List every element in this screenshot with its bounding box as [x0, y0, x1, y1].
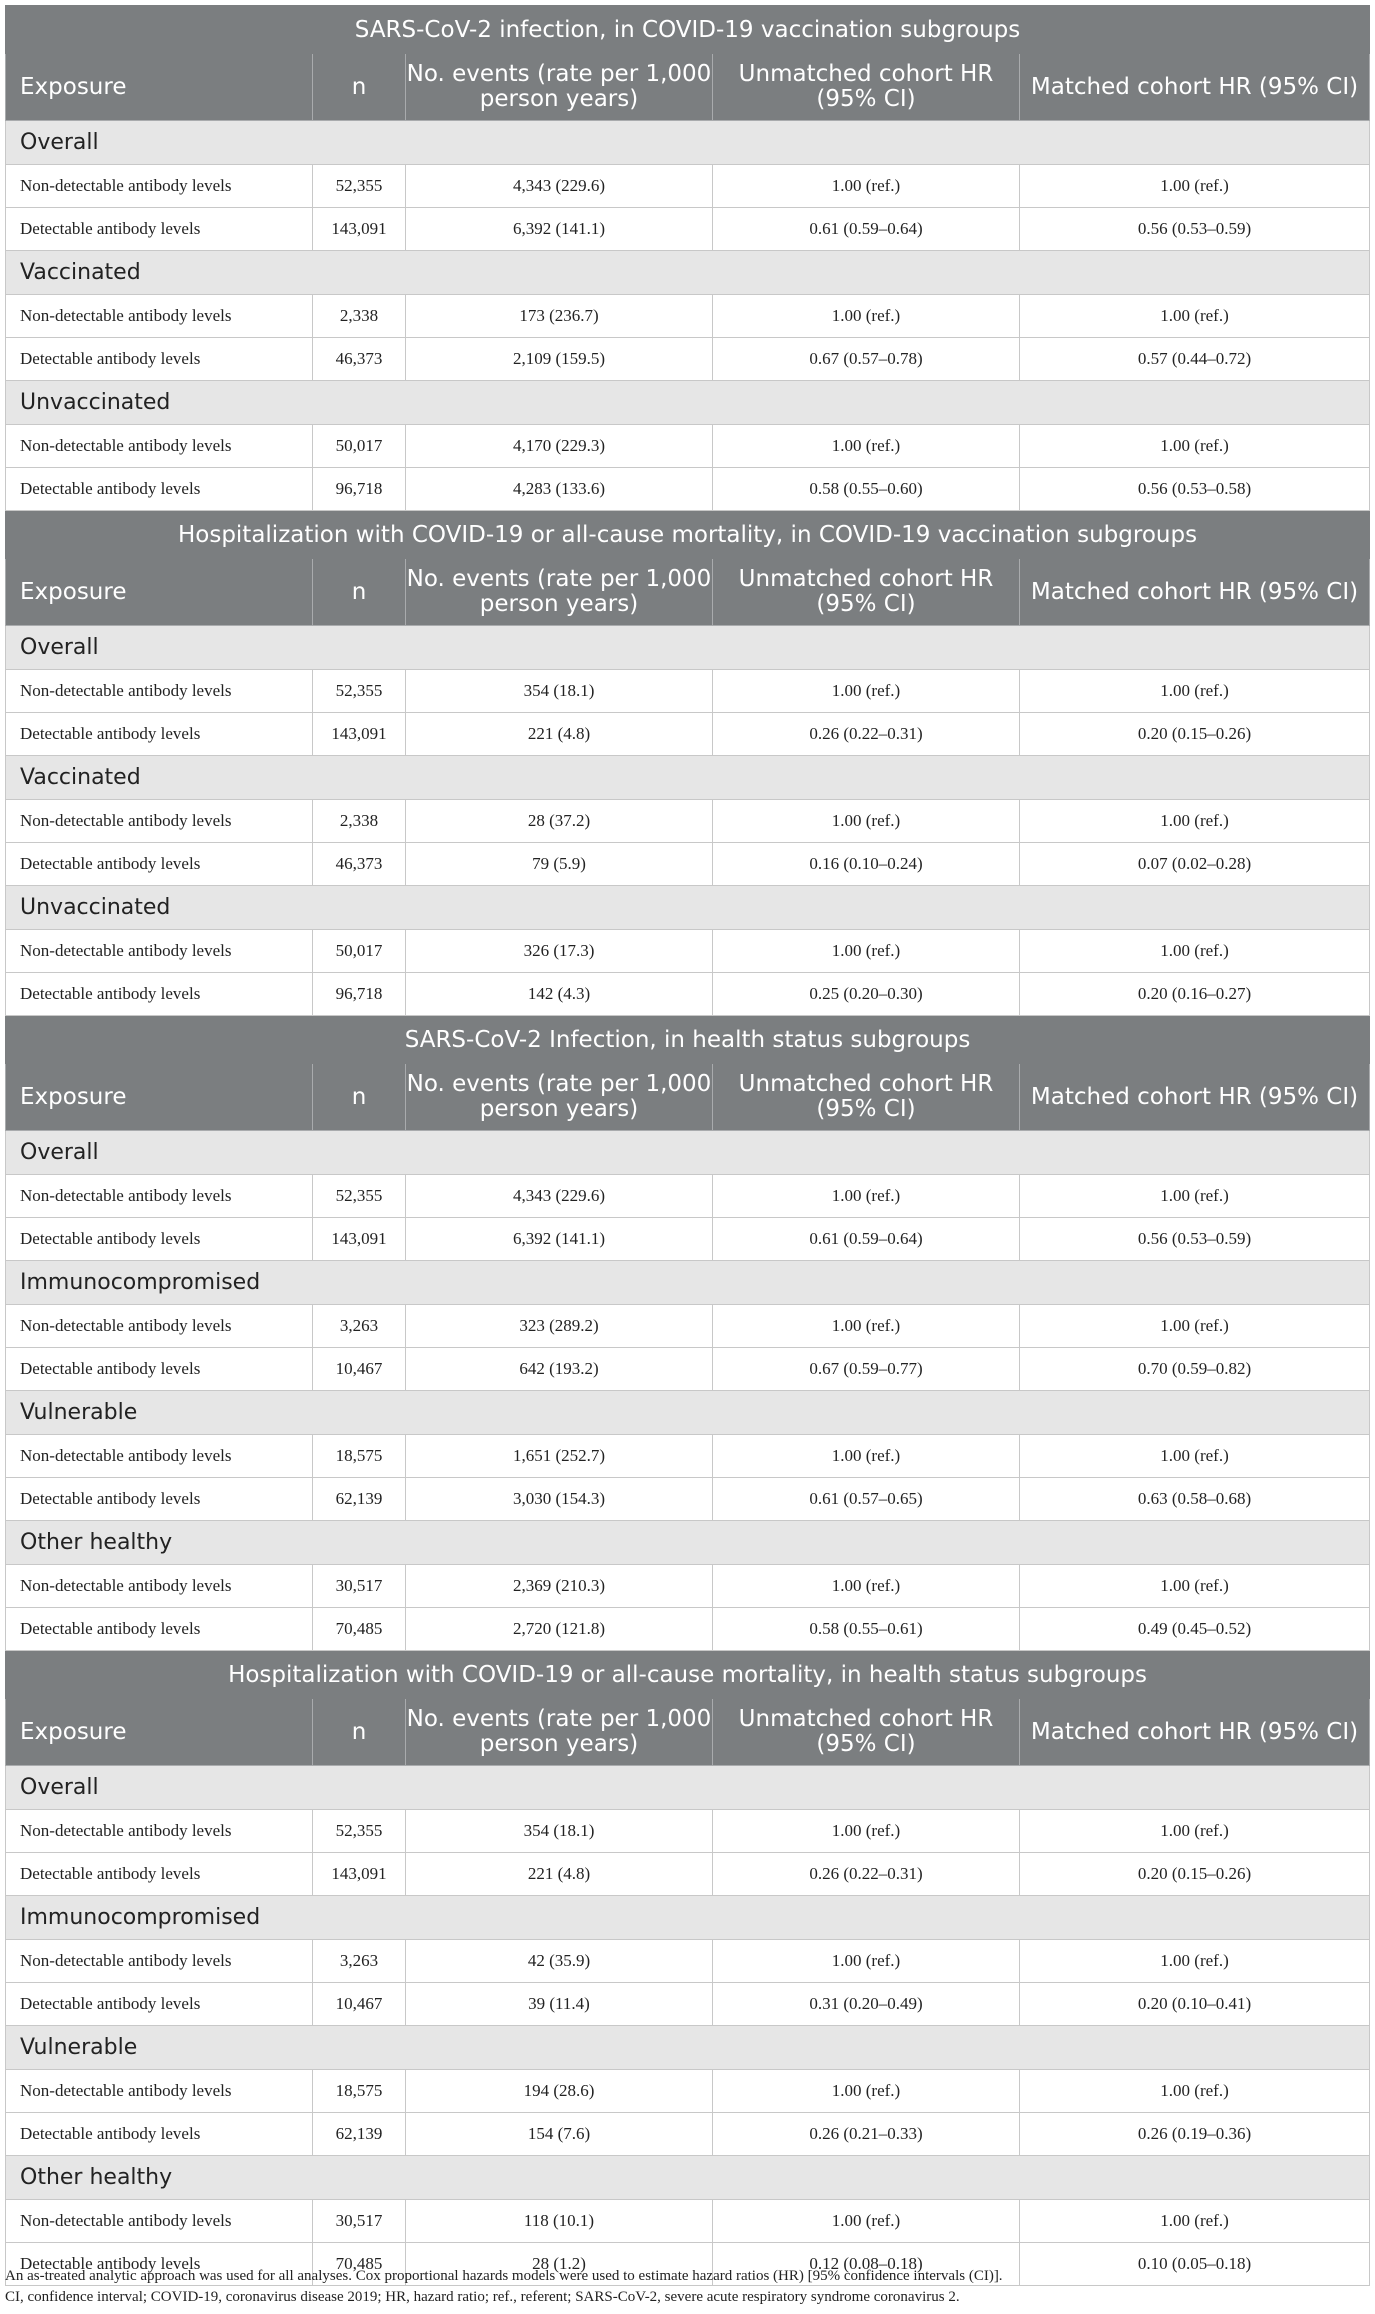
- events-cell: 6,392 (141.1): [406, 208, 713, 251]
- unmatched-hr-cell: 0.26 (0.22–0.31): [713, 713, 1020, 756]
- n-cell: 50,017: [313, 425, 406, 468]
- table-row: [6, 425, 1370, 468]
- results-table-container: [5, 5, 1369, 2286]
- n-cell: 52,355: [313, 1175, 406, 1218]
- exposure-cell: Detectable antibody levels: [6, 713, 313, 756]
- n-cell: 50,017: [313, 930, 406, 973]
- subgroup-label: Other healthy: [6, 1521, 1370, 1565]
- subgroup-label: Other healthy: [6, 2156, 1370, 2200]
- table-row: [6, 1348, 1370, 1391]
- exposure-cell: Detectable antibody levels: [6, 973, 313, 1016]
- events-cell: 39 (11.4): [406, 1983, 713, 2026]
- table-row: [6, 973, 1370, 1016]
- header-matched-hr: Matched cohort HR (95% CI): [1020, 1064, 1370, 1131]
- header-exposure: Exposure: [6, 54, 313, 121]
- n-cell: 30,517: [313, 1565, 406, 1608]
- subgroup-row: [6, 1521, 1370, 1565]
- n-cell: 62,139: [313, 1478, 406, 1521]
- matched-hr-cell: 0.56 (0.53–0.59): [1020, 208, 1370, 251]
- header-n: n: [313, 1699, 406, 1766]
- unmatched-hr-cell: 1.00 (ref.): [713, 2200, 1020, 2243]
- matched-hr-cell: 1.00 (ref.): [1020, 1305, 1370, 1348]
- matched-hr-cell: 1.00 (ref.): [1020, 1175, 1370, 1218]
- results-table: [5, 5, 1370, 2286]
- n-cell: 10,467: [313, 1348, 406, 1391]
- unmatched-hr-cell: 0.16 (0.10–0.24): [713, 843, 1020, 886]
- n-cell: 30,517: [313, 2200, 406, 2243]
- n-cell: 18,575: [313, 1435, 406, 1478]
- matched-hr-cell: 1.00 (ref.): [1020, 2200, 1370, 2243]
- header-unmatched-hr: Unmatched cohort HR (95% CI): [713, 559, 1020, 626]
- exposure-cell: Non-detectable antibody levels: [6, 1305, 313, 1348]
- column-header-row: [6, 559, 1370, 626]
- table-footnotes: [5, 2266, 1369, 2308]
- subgroup-row: [6, 1391, 1370, 1435]
- exposure-cell: Non-detectable antibody levels: [6, 165, 313, 208]
- n-cell: 46,373: [313, 338, 406, 381]
- matched-hr-cell: 1.00 (ref.): [1020, 930, 1370, 973]
- matched-hr-cell: 0.10 (0.05–0.18): [1020, 2243, 1370, 2286]
- section-title-row: [6, 511, 1370, 559]
- matched-hr-cell: 1.00 (ref.): [1020, 1810, 1370, 1853]
- exposure-cell: Non-detectable antibody levels: [6, 2070, 313, 2113]
- events-cell: 221 (4.8): [406, 713, 713, 756]
- unmatched-hr-cell: 0.67 (0.57–0.78): [713, 338, 1020, 381]
- exposure-cell: Detectable antibody levels: [6, 843, 313, 886]
- table-row: [6, 208, 1370, 251]
- unmatched-hr-cell: 0.67 (0.59–0.77): [713, 1348, 1020, 1391]
- subgroup-label: Vaccinated: [6, 756, 1370, 800]
- header-matched-hr: Matched cohort HR (95% CI): [1020, 559, 1370, 626]
- events-cell: 28 (37.2): [406, 800, 713, 843]
- exposure-cell: Detectable antibody levels: [6, 2243, 313, 2286]
- header-exposure: Exposure: [6, 559, 313, 626]
- subgroup-label: Overall: [6, 1131, 1370, 1175]
- unmatched-hr-cell: 1.00 (ref.): [713, 295, 1020, 338]
- exposure-cell: Detectable antibody levels: [6, 338, 313, 381]
- unmatched-hr-cell: 1.00 (ref.): [713, 1305, 1020, 1348]
- table-row: [6, 1983, 1370, 2026]
- column-header-row: [6, 1699, 1370, 1766]
- section-title-row: [6, 1016, 1370, 1064]
- events-cell: 173 (236.7): [406, 295, 713, 338]
- n-cell: 143,091: [313, 208, 406, 251]
- subgroup-label: Unvaccinated: [6, 381, 1370, 425]
- header-unmatched-hr: Unmatched cohort HR (95% CI): [713, 54, 1020, 121]
- subgroup-label: Overall: [6, 626, 1370, 670]
- subgroup-row: [6, 1896, 1370, 1940]
- header-exposure: Exposure: [6, 1064, 313, 1131]
- events-cell: 194 (28.6): [406, 2070, 713, 2113]
- header-exposure: Exposure: [6, 1699, 313, 1766]
- unmatched-hr-cell: 1.00 (ref.): [713, 1810, 1020, 1853]
- table-row: [6, 843, 1370, 886]
- unmatched-hr-cell: 1.00 (ref.): [713, 800, 1020, 843]
- events-cell: 142 (4.3): [406, 973, 713, 1016]
- events-cell: 323 (289.2): [406, 1305, 713, 1348]
- n-cell: 18,575: [313, 2070, 406, 2113]
- header-events: No. events (rate per 1,000 person years): [406, 1064, 713, 1131]
- n-cell: 46,373: [313, 843, 406, 886]
- matched-hr-cell: 0.63 (0.58–0.68): [1020, 1478, 1370, 1521]
- matched-hr-cell: 1.00 (ref.): [1020, 670, 1370, 713]
- section-title: SARS-CoV-2 infection, in COVID-19 vaccination subgroups: [6, 6, 1370, 54]
- matched-hr-cell: 1.00 (ref.): [1020, 2070, 1370, 2113]
- unmatched-hr-cell: 0.58 (0.55–0.60): [713, 468, 1020, 511]
- events-cell: 154 (7.6): [406, 2113, 713, 2156]
- table-row: [6, 1853, 1370, 1896]
- n-cell: 70,485: [313, 2243, 406, 2286]
- section-title: Hospitalization with COVID-19 or all-cause mortality, in COVID-19 vaccination subgroups: [6, 511, 1370, 559]
- subgroup-row: [6, 886, 1370, 930]
- matched-hr-cell: 1.00 (ref.): [1020, 1435, 1370, 1478]
- exposure-cell: Detectable antibody levels: [6, 2113, 313, 2156]
- unmatched-hr-cell: 1.00 (ref.): [713, 1175, 1020, 1218]
- column-header-row: [6, 1064, 1370, 1131]
- n-cell: 2,338: [313, 800, 406, 843]
- subgroup-row: [6, 756, 1370, 800]
- exposure-cell: Detectable antibody levels: [6, 1218, 313, 1261]
- unmatched-hr-cell: 1.00 (ref.): [713, 1565, 1020, 1608]
- events-cell: 79 (5.9): [406, 843, 713, 886]
- header-events: No. events (rate per 1,000 person years): [406, 559, 713, 626]
- exposure-cell: Detectable antibody levels: [6, 1478, 313, 1521]
- unmatched-hr-cell: 0.31 (0.20–0.49): [713, 1983, 1020, 2026]
- table-row: [6, 930, 1370, 973]
- matched-hr-cell: 0.26 (0.19–0.36): [1020, 2113, 1370, 2156]
- matched-hr-cell: 1.00 (ref.): [1020, 295, 1370, 338]
- table-row: [6, 713, 1370, 756]
- unmatched-hr-cell: 1.00 (ref.): [713, 165, 1020, 208]
- events-cell: 354 (18.1): [406, 1810, 713, 1853]
- table-row: [6, 338, 1370, 381]
- header-n: n: [313, 54, 406, 121]
- n-cell: 143,091: [313, 1853, 406, 1896]
- table-body: [6, 6, 1370, 2286]
- table-row: [6, 165, 1370, 208]
- n-cell: 2,338: [313, 295, 406, 338]
- events-cell: 2,109 (159.5): [406, 338, 713, 381]
- subgroup-row: [6, 1131, 1370, 1175]
- n-cell: 3,263: [313, 1305, 406, 1348]
- unmatched-hr-cell: 1.00 (ref.): [713, 670, 1020, 713]
- n-cell: 10,467: [313, 1983, 406, 2026]
- exposure-cell: Non-detectable antibody levels: [6, 1940, 313, 1983]
- matched-hr-cell: 1.00 (ref.): [1020, 1565, 1370, 1608]
- events-cell: 42 (35.9): [406, 1940, 713, 1983]
- subgroup-label: Vaccinated: [6, 251, 1370, 295]
- header-n: n: [313, 559, 406, 626]
- events-cell: 2,369 (210.3): [406, 1565, 713, 1608]
- exposure-cell: Detectable antibody levels: [6, 208, 313, 251]
- events-cell: 1,651 (252.7): [406, 1435, 713, 1478]
- unmatched-hr-cell: 0.61 (0.59–0.64): [713, 1218, 1020, 1261]
- matched-hr-cell: 0.20 (0.16–0.27): [1020, 973, 1370, 1016]
- table-row: [6, 2200, 1370, 2243]
- events-cell: 3,030 (154.3): [406, 1478, 713, 1521]
- subgroup-label: Vulnerable: [6, 1391, 1370, 1435]
- exposure-cell: Non-detectable antibody levels: [6, 800, 313, 843]
- header-n: n: [313, 1064, 406, 1131]
- unmatched-hr-cell: 1.00 (ref.): [713, 425, 1020, 468]
- exposure-cell: Non-detectable antibody levels: [6, 1435, 313, 1478]
- unmatched-hr-cell: 0.26 (0.22–0.31): [713, 1853, 1020, 1896]
- exposure-cell: Non-detectable antibody levels: [6, 670, 313, 713]
- exposure-cell: Non-detectable antibody levels: [6, 2200, 313, 2243]
- exposure-cell: Detectable antibody levels: [6, 1853, 313, 1896]
- table-row: [6, 1608, 1370, 1651]
- events-cell: 4,170 (229.3): [406, 425, 713, 468]
- exposure-cell: Detectable antibody levels: [6, 1608, 313, 1651]
- subgroup-row: [6, 2156, 1370, 2200]
- unmatched-hr-cell: 1.00 (ref.): [713, 1940, 1020, 1983]
- subgroup-label: Unvaccinated: [6, 886, 1370, 930]
- footnote-line: CI, confidence interval; COVID-19, coronavirus disease 2019; HR, hazard ratio; ref., referent; SARS-CoV-2, severe acute respiratory syndrome coronavirus 2.: [5, 2289, 960, 2305]
- table-row: [6, 2070, 1370, 2113]
- n-cell: 96,718: [313, 973, 406, 1016]
- n-cell: 143,091: [313, 713, 406, 756]
- table-row: [6, 1218, 1370, 1261]
- matched-hr-cell: 1.00 (ref.): [1020, 1940, 1370, 1983]
- exposure-cell: Non-detectable antibody levels: [6, 1810, 313, 1853]
- table-row: [6, 1565, 1370, 1608]
- header-matched-hr: Matched cohort HR (95% CI): [1020, 1699, 1370, 1766]
- n-cell: 52,355: [313, 165, 406, 208]
- header-events: No. events (rate per 1,000 person years): [406, 54, 713, 121]
- subgroup-row: [6, 626, 1370, 670]
- matched-hr-cell: 0.49 (0.45–0.52): [1020, 1608, 1370, 1651]
- column-header-row: [6, 54, 1370, 121]
- unmatched-hr-cell: 0.61 (0.59–0.64): [713, 208, 1020, 251]
- n-cell: 96,718: [313, 468, 406, 511]
- subgroup-row: [6, 1261, 1370, 1305]
- table-row: [6, 295, 1370, 338]
- n-cell: 52,355: [313, 1810, 406, 1853]
- exposure-cell: Detectable antibody levels: [6, 468, 313, 511]
- exposure-cell: Non-detectable antibody levels: [6, 1565, 313, 1608]
- subgroup-row: [6, 2026, 1370, 2070]
- exposure-cell: Non-detectable antibody levels: [6, 295, 313, 338]
- events-cell: 28 (1.2): [406, 2243, 713, 2286]
- section-title: SARS-CoV-2 Infection, in health status subgroups: [6, 1016, 1370, 1064]
- matched-hr-cell: 1.00 (ref.): [1020, 800, 1370, 843]
- table-row: [6, 670, 1370, 713]
- subgroup-label: Overall: [6, 121, 1370, 165]
- events-cell: 2,720 (121.8): [406, 1608, 713, 1651]
- unmatched-hr-cell: 0.25 (0.20–0.30): [713, 973, 1020, 1016]
- table-row: [6, 2113, 1370, 2156]
- exposure-cell: Detectable antibody levels: [6, 1348, 313, 1391]
- subgroup-row: [6, 381, 1370, 425]
- table-row: [6, 1810, 1370, 1853]
- matched-hr-cell: 0.56 (0.53–0.59): [1020, 1218, 1370, 1261]
- header-unmatched-hr: Unmatched cohort HR (95% CI): [713, 1699, 1020, 1766]
- matched-hr-cell: 0.56 (0.53–0.58): [1020, 468, 1370, 511]
- events-cell: 642 (193.2): [406, 1348, 713, 1391]
- n-cell: 143,091: [313, 1218, 406, 1261]
- header-unmatched-hr: Unmatched cohort HR (95% CI): [713, 1064, 1020, 1131]
- n-cell: 3,263: [313, 1940, 406, 1983]
- matched-hr-cell: 1.00 (ref.): [1020, 165, 1370, 208]
- table-row: [6, 1940, 1370, 1983]
- n-cell: 70,485: [313, 1608, 406, 1651]
- subgroup-row: [6, 121, 1370, 165]
- matched-hr-cell: 1.00 (ref.): [1020, 425, 1370, 468]
- events-cell: 4,343 (229.6): [406, 1175, 713, 1218]
- table-row: [6, 800, 1370, 843]
- matched-hr-cell: 0.70 (0.59–0.82): [1020, 1348, 1370, 1391]
- unmatched-hr-cell: 1.00 (ref.): [713, 930, 1020, 973]
- unmatched-hr-cell: 0.58 (0.55–0.61): [713, 1608, 1020, 1651]
- exposure-cell: Non-detectable antibody levels: [6, 425, 313, 468]
- matched-hr-cell: 0.20 (0.15–0.26): [1020, 713, 1370, 756]
- n-cell: 62,139: [313, 2113, 406, 2156]
- exposure-cell: Detectable antibody levels: [6, 1983, 313, 2026]
- exposure-cell: Non-detectable antibody levels: [6, 1175, 313, 1218]
- subgroup-row: [6, 1766, 1370, 1810]
- matched-hr-cell: 0.57 (0.44–0.72): [1020, 338, 1370, 381]
- section-title: Hospitalization with COVID-19 or all-cause mortality, in health status subgroups: [6, 1651, 1370, 1699]
- n-cell: 52,355: [313, 670, 406, 713]
- matched-hr-cell: 0.20 (0.10–0.41): [1020, 1983, 1370, 2026]
- table-row: [6, 1435, 1370, 1478]
- table-row: [6, 468, 1370, 511]
- unmatched-hr-cell: 0.26 (0.21–0.33): [713, 2113, 1020, 2156]
- table-row: [6, 1175, 1370, 1218]
- exposure-cell: Non-detectable antibody levels: [6, 930, 313, 973]
- events-cell: 6,392 (141.1): [406, 1218, 713, 1261]
- subgroup-label: Immunocompromised: [6, 1261, 1370, 1305]
- subgroup-row: [6, 251, 1370, 295]
- header-matched-hr: Matched cohort HR (95% CI): [1020, 54, 1370, 121]
- unmatched-hr-cell: 0.12 (0.08–0.18): [713, 2243, 1020, 2286]
- subgroup-label: Immunocompromised: [6, 1896, 1370, 1940]
- events-cell: 118 (10.1): [406, 2200, 713, 2243]
- table-row: [6, 1305, 1370, 1348]
- subgroup-label: Vulnerable: [6, 2026, 1370, 2070]
- matched-hr-cell: 0.07 (0.02–0.28): [1020, 843, 1370, 886]
- events-cell: 4,343 (229.6): [406, 165, 713, 208]
- events-cell: 4,283 (133.6): [406, 468, 713, 511]
- matched-hr-cell: 0.20 (0.15–0.26): [1020, 1853, 1370, 1896]
- table-row: [6, 1478, 1370, 1521]
- section-title-row: [6, 1651, 1370, 1699]
- unmatched-hr-cell: 1.00 (ref.): [713, 1435, 1020, 1478]
- header-events: No. events (rate per 1,000 person years): [406, 1699, 713, 1766]
- footnote-line: An as-treated analytic approach was used for all analyses. Cox proportional hazards models were used to estimate hazard ratios (HR) [95% confidence intervals (CI)].: [5, 2268, 1003, 2284]
- events-cell: 326 (17.3): [406, 930, 713, 973]
- unmatched-hr-cell: 0.61 (0.57–0.65): [713, 1478, 1020, 1521]
- subgroup-label: Overall: [6, 1766, 1370, 1810]
- events-cell: 354 (18.1): [406, 670, 713, 713]
- section-title-row: [6, 6, 1370, 54]
- events-cell: 221 (4.8): [406, 1853, 713, 1896]
- unmatched-hr-cell: 1.00 (ref.): [713, 2070, 1020, 2113]
